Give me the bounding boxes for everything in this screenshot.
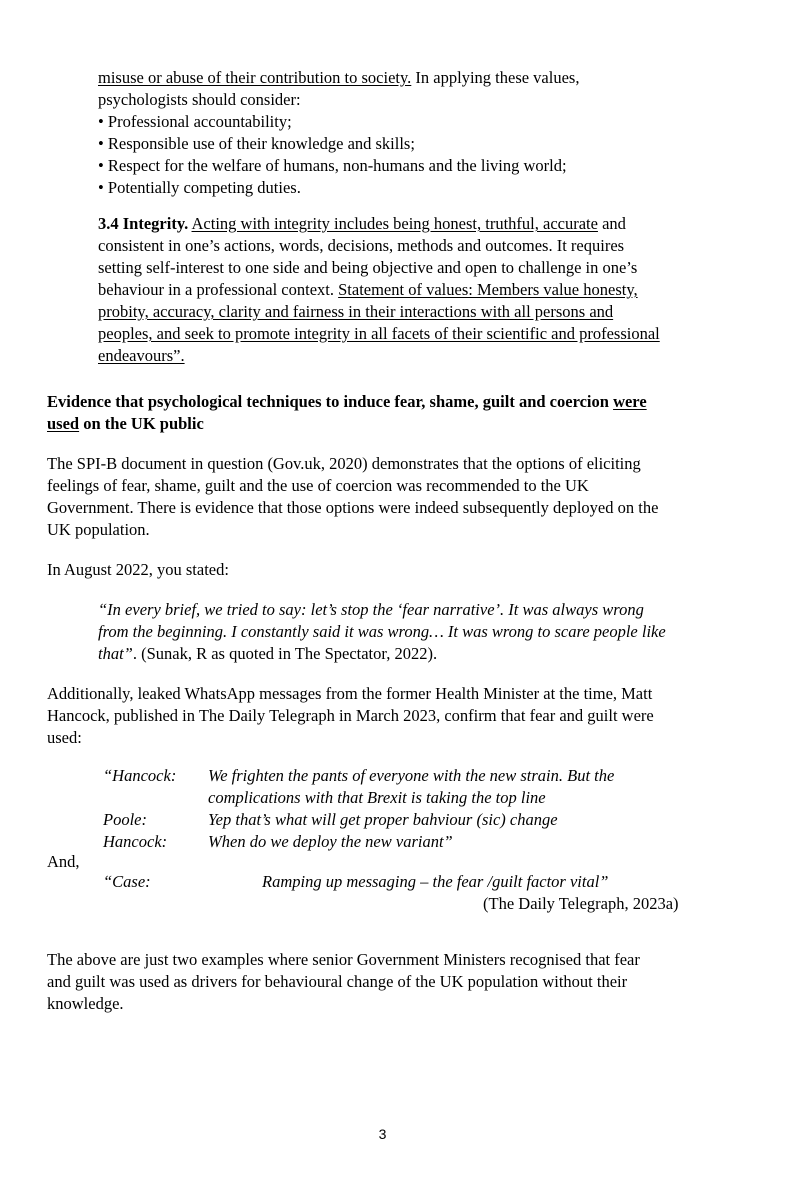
chat-speaker: “Case: (103, 872, 151, 891)
and-label: And, (47, 852, 80, 871)
paragraph-line: feelings of fear, shame, guilt and the use of coercion was recommended to the UK (47, 476, 589, 495)
chat-speaker: Hancock: (103, 832, 168, 851)
paragraph-line: Government. There is evidence that those options were indeed subsequently deployed on the (47, 498, 659, 517)
integrity-line-1: 3.4 Integrity. Acting with integrity includes being honest, truthful, accurate and (98, 214, 626, 233)
quote-line-1: “In every brief, we tried to say: let’s stop the ‘fear narrative’. It was always wrong (98, 600, 644, 619)
chat-message: Yep that’s what will get proper bahviour (sic) change (208, 810, 558, 829)
chat-message: We frighten the pants of everyone with the new strain. But the (208, 766, 615, 785)
integrity-line-4: behaviour in a professional context. Statement of values: Members value honesty, (98, 280, 638, 299)
integrity-line-7: endeavours”. (98, 346, 185, 365)
integrity-line-5: probity, accuracy, clarity and fairness in their interactions with all persons and (98, 302, 614, 321)
values-line-2: psychologists should consider: (98, 90, 301, 109)
chat-speaker: “Hancock: (103, 766, 177, 785)
chat-message: Ramping up messaging – the fear /guilt factor vital” (262, 872, 609, 891)
integrity-line-2: consistent in one’s actions, words, decisions, methods and outcomes. It requires (98, 236, 625, 255)
section-heading-line-1: Evidence that psychological techniques to induce fear, shame, guilt and coercion were (47, 392, 647, 411)
citation: (The Daily Telegraph, 2023a) (483, 894, 679, 913)
page-number: 3 (378, 1126, 387, 1142)
paragraph-line: knowledge. (47, 994, 124, 1013)
paragraph-line: used: (47, 728, 82, 747)
paragraph-line: Hancock, published in The Daily Telegraph in March 2023, confirm that fear and guilt were (47, 706, 654, 725)
bullet-item: • Potentially competing duties. (98, 178, 301, 197)
paragraph-line: and guilt was used as drivers for behavioural change of the UK population without their (47, 972, 628, 991)
bullet-item: • Respect for the welfare of humans, non-humans and the living world; (98, 156, 567, 175)
integrity-line-3: setting self-interest to one side and being objective and open to challenge in one’s (98, 258, 638, 277)
bullet-item: • Responsible use of their knowledge and skills; (98, 134, 415, 153)
bullet-item: • Professional accountability; (98, 112, 292, 131)
underlined-text: misuse or abuse of their contribution to society. (98, 68, 412, 87)
paragraph-line: UK population. (47, 520, 150, 539)
integrity-heading: 3.4 Integrity. (98, 214, 189, 233)
paragraph-line: The SPI-B document in question (Gov.uk, 2020) demonstrates that the options of eliciting (47, 454, 641, 473)
paragraph-line: The above are just two examples where senior Government Ministers recognised that fear (47, 950, 640, 969)
chat-message: When do we deploy the new variant” (208, 832, 453, 851)
chat-speaker: Poole: (103, 810, 147, 829)
integrity-line-6: peoples, and seek to promote integrity in all facets of their scientific and professional (98, 324, 660, 343)
paragraph-line: In August 2022, you stated: (47, 560, 229, 579)
paragraph-line: Additionally, leaked WhatsApp messages from the former Health Minister at the time, Matt (47, 684, 653, 703)
section-heading-line-2: used on the UK public (47, 414, 204, 433)
quote-line-2: from the beginning. I constantly said it was wrong… It was wrong to scare people like (98, 622, 666, 641)
values-line-1: misuse or abuse of their contribution to society. In applying these values, (98, 68, 580, 87)
chat-message: complications with that Brexit is taking the top line (208, 788, 546, 807)
quote-line-3: that”. (Sunak, R as quoted in The Spectator, 2022). (98, 644, 438, 663)
